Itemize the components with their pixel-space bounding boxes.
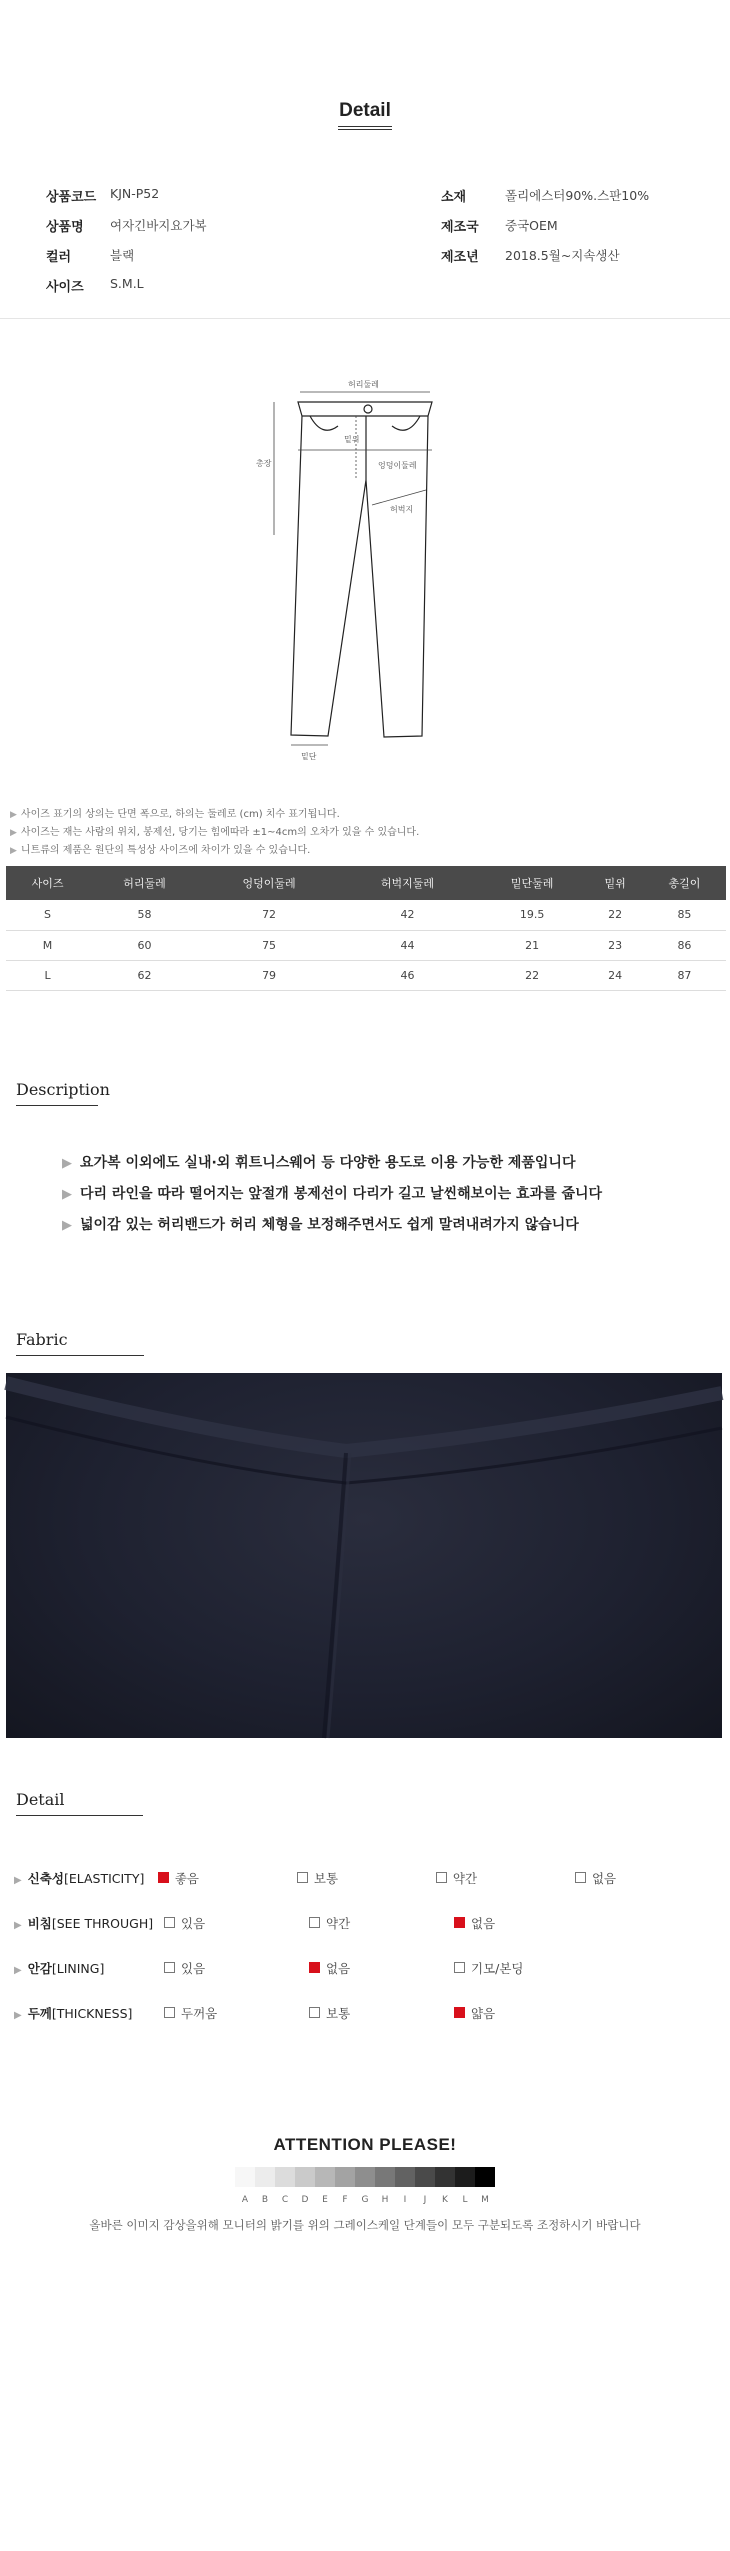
waistband-shape (298, 402, 432, 416)
info-col-right (441, 216, 686, 235)
triangle-bullet-icon: ▶ (62, 1156, 72, 1171)
fabric-underline (16, 1355, 144, 1356)
option-label: 없음 (471, 1915, 496, 1931)
grayscale-swatch (335, 2167, 355, 2187)
size-table-header-cell: 밑위 (587, 866, 642, 900)
info-value: 폴리에스터90%.스판10% (505, 187, 650, 203)
info-row (46, 210, 686, 240)
size-table-header-cell: 허리둘레 (89, 866, 200, 900)
unchecked-box-icon (309, 2007, 320, 2018)
grayscale-swatch (315, 2167, 335, 2187)
grayscale-swatch (395, 2167, 415, 2187)
size-table-header (6, 866, 726, 900)
table-cell: 75 (200, 930, 338, 960)
property-name-ko: 비침 (27, 1915, 52, 1931)
product-info (46, 180, 686, 300)
swatch-letter: J (423, 2195, 427, 2205)
table-cell: 58 (89, 900, 200, 930)
fabric-title: Fabric (16, 1330, 68, 1349)
info-value: 여자긴바지요가복 (110, 217, 207, 233)
table-cell: 86 (643, 930, 726, 960)
property-option (164, 1914, 309, 1932)
unchecked-box-icon (575, 1872, 586, 1883)
unchecked-box-icon (309, 1917, 320, 1928)
info-row (46, 180, 686, 210)
grayscale-swatch (375, 2167, 395, 2187)
table-row (6, 930, 726, 960)
thigh-arrow (372, 490, 426, 505)
detail2-section-title (16, 1790, 143, 1816)
unchecked-box-icon (454, 1962, 465, 1973)
swatch-letter: F (342, 2195, 348, 2205)
triangle-bullet-icon: ▶ (62, 1187, 72, 1202)
description-section-title (16, 1080, 110, 1106)
checked-box-icon (309, 1962, 320, 1973)
info-key: 제조국 (441, 219, 479, 235)
table-cell: 22 (587, 900, 642, 930)
property-row (14, 1945, 714, 1990)
info-key: 상품명 (46, 219, 84, 235)
property-label (14, 1959, 164, 1977)
property-option (454, 1959, 599, 1977)
property-option (454, 2004, 599, 2022)
info-col-right (441, 186, 686, 205)
table-cell: 42 (338, 900, 476, 930)
info-key: 제조년 (441, 249, 479, 265)
label-hip: 엉덩이둘레 (378, 461, 417, 470)
swatch-letter: C (281, 2195, 289, 2205)
info-col-right (441, 246, 686, 265)
checked-box-icon (454, 2007, 465, 2018)
property-label (14, 2004, 164, 2022)
table-cell: 72 (200, 900, 338, 930)
property-option (309, 1959, 454, 1977)
swatch-letter: K (442, 2195, 448, 2205)
grayscale-swatch (275, 2167, 295, 2187)
fabric-seams (6, 1373, 722, 1738)
description-title: Description (16, 1080, 110, 1099)
grayscale-swatch (455, 2167, 475, 2187)
table-cell: 62 (89, 960, 200, 990)
description-list (62, 1148, 602, 1241)
option-label: 약간 (452, 1870, 478, 1886)
note-item (10, 842, 419, 860)
table-cell: 19.5 (477, 900, 588, 930)
page-title: Detail (339, 100, 391, 121)
size-table-header-cell: 밑단둘레 (477, 866, 588, 900)
table-cell: L (6, 960, 89, 990)
info-value: 2018.5월~지속생산 (505, 247, 620, 263)
property-option (164, 2004, 309, 2022)
swatch-letter: B (261, 2195, 269, 2205)
option-label: 없음 (326, 1960, 351, 1976)
button-icon (364, 405, 372, 413)
info-value: S.M.L (110, 275, 144, 291)
property-name-en: [SEE THROUGH] (51, 1915, 154, 1931)
unchecked-box-icon (164, 2007, 175, 2018)
option-label: 약간 (326, 1915, 351, 1931)
triangle-bullet-icon: ▶ (10, 828, 17, 838)
grayscale-swatch (295, 2167, 315, 2187)
property-label (14, 1914, 164, 1932)
grayscale-swatch (435, 2167, 455, 2187)
property-option (158, 1869, 297, 1887)
option-label: 보통 (313, 1870, 339, 1886)
description-text: 요가복 이외에도 실내·외 휘트니스웨어 등 다양한 용도로 이용 가능한 제품입니다 (80, 1155, 576, 1171)
property-row (14, 1855, 714, 1900)
detail2-underline (16, 1815, 143, 1816)
description-item (62, 1210, 602, 1241)
property-name-en: [THICKNESS] (51, 2005, 133, 2021)
info-value: 블랙 (110, 247, 135, 263)
detail-header (0, 100, 730, 130)
attention-message: 올바른 이미지 감상을위해 모니터의 밝기를 위의 그레이스케일 단계들이 모두 구분되도록 조정하시기 바랍니다 (89, 2218, 641, 2232)
size-notes (10, 806, 419, 860)
info-col-left (46, 246, 441, 265)
size-table-header-cell: 엉덩이둘레 (200, 866, 338, 900)
grayscale-letters (0, 2195, 730, 2205)
size-table-header-cell: 허벅지둘레 (338, 866, 476, 900)
swatch-letter: L (462, 2195, 468, 2205)
property-name-en: [LINING] (51, 1960, 105, 1976)
swatch-letter: D (301, 2195, 309, 2205)
property-name-ko: 두께 (27, 2005, 52, 2021)
option-label: 보통 (326, 2005, 351, 2021)
grayscale-swatch (415, 2167, 435, 2187)
swatch-letter: G (361, 2195, 369, 2205)
option-label: 있음 (181, 1915, 206, 1931)
note-text: 니트류의 제품은 원단의 특성상 사이즈에 차이가 있을 수 있습니다. (20, 845, 311, 856)
option-label: 있음 (181, 1960, 206, 1976)
detail2-title: Detail (16, 1790, 65, 1809)
option-label: 얇음 (471, 2005, 496, 2021)
info-value: KJN-P52 (110, 185, 160, 201)
table-cell: 46 (338, 960, 476, 990)
swatch-letter: E (322, 2195, 328, 2205)
property-option (164, 1959, 309, 1977)
option-label: 좋음 (174, 1870, 199, 1886)
swatch-letter: A (241, 2195, 249, 2205)
grayscale-swatch (475, 2167, 495, 2187)
option-label: 두꺼움 (181, 2005, 218, 2021)
grayscale-swatches (0, 2167, 730, 2187)
label-thigh: 허벅지 (390, 505, 414, 514)
triangle-bullet-icon: ▶ (14, 1964, 22, 1976)
property-option (454, 1914, 599, 1932)
table-cell: M (6, 930, 89, 960)
right-pocket (392, 416, 420, 430)
table-cell: 79 (200, 960, 338, 990)
table-cell: 22 (477, 960, 588, 990)
table-row (6, 960, 726, 990)
option-label: 없음 (591, 1870, 617, 1886)
table-row (6, 900, 726, 930)
table-cell: 44 (338, 930, 476, 960)
info-col-left (46, 216, 441, 235)
info-key: 사이즈 (46, 279, 84, 295)
title-underline (338, 126, 392, 130)
table-cell: 85 (643, 900, 726, 930)
info-col-left (46, 186, 441, 205)
attention-title: ATTENTION PLEASE! (273, 2135, 457, 2154)
description-text: 다리 라인을 따라 떨어지는 앞절개 봉제선이 다리가 길고 날씬해보이는 효과를 줍니다 (80, 1186, 603, 1202)
size-table-header-cell: 사이즈 (6, 866, 89, 900)
note-text: 사이즈 표기의 상의는 단면 폭으로, 하의는 둘레로 (cm) 치수 표기됩니다. (20, 809, 340, 820)
property-label (14, 1869, 158, 1887)
info-key: 상품코드 (46, 189, 97, 205)
swatch-letter: I (403, 2195, 407, 2205)
checked-box-icon (454, 1917, 465, 1928)
attention-section (0, 2135, 730, 2233)
fabric-photo (6, 1373, 722, 1738)
description-item (62, 1148, 602, 1179)
left-pocket (310, 416, 338, 430)
property-row (14, 1900, 714, 1945)
property-row (14, 1990, 714, 2035)
table-cell: 21 (477, 930, 588, 960)
grayscale-swatch (255, 2167, 275, 2187)
option-label: 기모/본딩 (471, 1960, 524, 1976)
property-name-ko: 안감 (27, 1960, 52, 1976)
checked-box-icon (158, 1872, 169, 1883)
info-key: 컬러 (46, 249, 72, 265)
description-underline (16, 1105, 98, 1106)
swatch-letter: M (481, 2195, 489, 2205)
triangle-bullet-icon: ▶ (10, 846, 17, 856)
triangle-bullet-icon: ▶ (62, 1218, 72, 1233)
label-rise: 밑위 (344, 435, 360, 444)
property-option (297, 1869, 436, 1887)
property-option (575, 1869, 714, 1887)
description-text: 넓이감 있는 허리밴드가 허리 체형을 보정해주면서도 쉽게 말려내려가지 않습니다 (80, 1217, 579, 1233)
triangle-bullet-icon: ▶ (10, 810, 17, 820)
table-cell: 60 (89, 930, 200, 960)
info-value: 중국OEM (505, 217, 558, 233)
swatch-letter: H (381, 2195, 389, 2205)
triangle-bullet-icon: ▶ (14, 1919, 22, 1931)
unchecked-box-icon (164, 1917, 175, 1928)
info-col-left (46, 276, 441, 295)
fabric-section-title (16, 1330, 144, 1356)
info-row (46, 240, 686, 270)
property-name-en: [ELASTICITY] (63, 1870, 145, 1886)
info-row (46, 270, 686, 300)
property-option (309, 1914, 454, 1932)
property-option (309, 2004, 454, 2022)
grayscale-swatch (235, 2167, 255, 2187)
unchecked-box-icon (297, 1872, 308, 1883)
unchecked-box-icon (164, 1962, 175, 1973)
label-waist: 허리둘레 (348, 380, 379, 389)
fabric-properties (14, 1855, 714, 2035)
triangle-bullet-icon: ▶ (14, 1874, 22, 1886)
table-cell: 24 (587, 960, 642, 990)
table-cell: S (6, 900, 89, 930)
table-cell: 87 (643, 960, 726, 990)
grayscale-swatch (355, 2167, 375, 2187)
property-name-ko: 신축성 (27, 1870, 64, 1886)
description-item (62, 1179, 602, 1210)
table-cell: 23 (587, 930, 642, 960)
divider (0, 318, 730, 319)
unchecked-box-icon (436, 1872, 447, 1883)
pants-measurement-diagram (256, 370, 480, 770)
note-item (10, 824, 419, 842)
triangle-bullet-icon: ▶ (14, 2009, 22, 2021)
info-key: 소재 (441, 189, 467, 205)
size-table (6, 866, 726, 991)
note-text: 사이즈는 재는 사람의 위치, 봉제선, 당기는 힘에따라 ±1~4cm의 오차가 있을 수 있습니다. (20, 827, 420, 838)
size-table-header-cell: 총길이 (643, 866, 726, 900)
note-item (10, 806, 419, 824)
property-option (436, 1869, 575, 1887)
label-hem: 밑단 (301, 752, 317, 761)
label-length: 총장 (256, 459, 272, 468)
